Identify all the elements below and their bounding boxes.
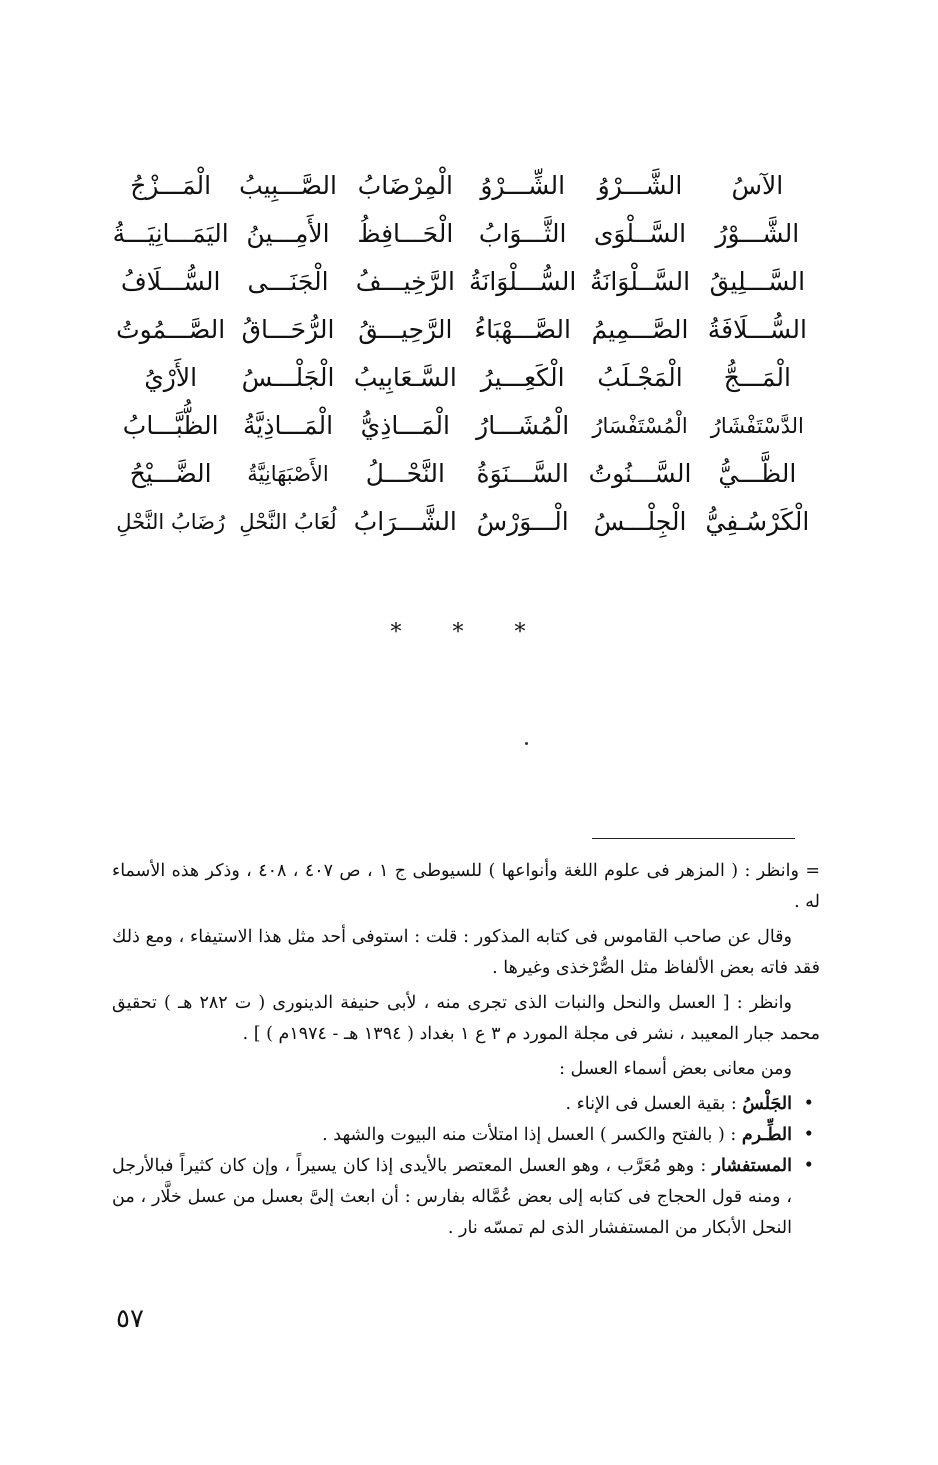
word-cell: الشَّـــوْرُ [715, 219, 800, 248]
word-cell: الشِّـــرْوُ [480, 171, 566, 200]
word-cell: الْحَـــافِظُ [357, 219, 454, 248]
word-cell: الْمِرْضَابُ [357, 171, 453, 200]
word-cell: اليَمَـــانِيَـــةُ [112, 219, 229, 248]
honey-names-grid [112, 162, 816, 546]
word-cell: السَّــلْوَانَةُ [590, 267, 691, 296]
word-cell: الأَمِـــينُ [246, 219, 330, 248]
definition-term: المستفشار [712, 1156, 792, 1176]
definition-term: الطِّـرم [741, 1125, 792, 1145]
word-cell: رُضَابُ النَّحْلِ [116, 510, 226, 534]
footnote-paragraph: = وانظر : ( المزهر فى علوم اللغة وأنواعها ) للسيوطى ج ١ ، ص ٤٠٧ ، ٤٠٨ ، وذكر هذه الأسماء له . [112, 861, 820, 912]
word-cell: الْمَـــزْجُ [130, 171, 212, 200]
footnote-paragraph: ومن معانى بعض أسماء العسل : [559, 1059, 792, 1079]
word-row [112, 450, 816, 498]
definition-text: : بقية العسل فى الإناء . [565, 1094, 743, 1114]
word-cell: الْكَعِـــيرُ [480, 363, 565, 392]
word-cell: النَّحْـــلُ [365, 459, 445, 488]
word-cell: الدَّسْتَفْشَارُ [710, 414, 804, 438]
definition-text: : ( بالفتح والكسر ) العسل إذا امتلأت منه البيوت والشهد . [322, 1125, 742, 1145]
word-cell: الأَرْيُ [144, 363, 198, 392]
word-row [112, 498, 816, 546]
word-cell: الشَّـــرَابُ [353, 507, 457, 536]
word-cell: الصَّـــمُوتُ [116, 315, 226, 344]
bullet-icon: • [803, 1094, 814, 1114]
page-number: ٥٧ [116, 1304, 144, 1334]
footnote-paragraph: وانظر : [ العسل والنحل والنبات الذى تجرى منه ، لأبى حنيفة الدينورى ( ت ٢٨٢ هـ ) تحقيق محمد جبار المعيبد ، نشر فى مجلة المورد م ٣ ع ١ بغداد ( ١٣٩٤ هـ - ١٩٧٤م ) ] . [112, 993, 820, 1044]
word-cell: السَّــلْوَى [593, 219, 687, 248]
word-cell: الآسُ [731, 171, 784, 200]
footnote-divider [592, 838, 795, 839]
word-cell: السَّـعَابِيبُ [353, 363, 457, 392]
word-cell: السُّـــلَافَةُ [707, 315, 807, 344]
word-cell: الْجِلْـــسُ [593, 507, 687, 536]
bullet-icon: • [803, 1156, 814, 1176]
word-cell: الْمُشَـــارُ [476, 411, 570, 440]
word-cell: الظُّبَّـــابُ [122, 411, 219, 440]
word-row [112, 162, 816, 210]
word-cell: السَّـــنُوتُ [588, 459, 692, 488]
word-row [112, 402, 816, 450]
word-cell: الأَصْبَهَانِيَّةُ [247, 462, 329, 486]
word-cell: السَّـــنَوَةُ [476, 459, 569, 488]
word-cell: الْجَلْـــسُ [241, 363, 335, 392]
word-row [112, 306, 816, 354]
word-cell: الْمَـــاذِيُّ [360, 411, 450, 440]
word-cell: الْمَجْـلَبُ [597, 363, 683, 392]
word-row [112, 210, 816, 258]
word-cell: الضَّـــيْحُ [129, 459, 212, 488]
word-cell: السُّـــلَافُ [120, 267, 221, 296]
footnote-paragraph: وقال عن صاحب القاموس فى كتابه المذكور : قلت : استوفى أحد مثل هذا الاستيفاء ، ومع ذلك فقد فاته بعض الألفاظ مثل الصُّرْخذى وغيرها . [112, 927, 820, 978]
word-row [112, 258, 816, 306]
word-cell: الْمُسْتَفْسَارُ [592, 414, 688, 438]
definition-item [112, 1089, 820, 1120]
word-cell: الصَّـــمِيمُ [591, 315, 689, 344]
word-cell: الْكَرْسُـفِيُّ [705, 507, 810, 536]
word-cell: السَّـــلِيقُ [709, 267, 806, 296]
word-cell: الرَّخِيـــفُ [355, 267, 455, 296]
word-cell: الثَّـــوَابُ [478, 219, 567, 248]
word-cell: الرَّحِيـــقُ [358, 315, 453, 344]
word-cell: الصَّـــهْبَاءُ [474, 315, 571, 344]
word-cell: الْمَـــاذِيَّةُ [242, 411, 334, 440]
definition-text: : وهو مُعَرَّب ، وهو العسل المعتصر بالأيدى إذا كان يسيراً ، وإن كان كثيراً فبالأرجل ، ومنه قول الحجاج فى كتابه إلى بعض عُمَّاله بفارس : أن ابعث إلىَّ بعسل من عسل خلَّار ، من النحل الأبكار من المستفشار الذى لم تمسّه نار . [112, 1156, 792, 1238]
section-separator: * * * [390, 620, 548, 645]
word-cell: الْـــوَرْسُ [476, 507, 569, 536]
definition-item [112, 1151, 820, 1244]
ink-dot [525, 742, 528, 745]
word-cell: الشَّـــرْوُ [597, 171, 683, 200]
word-cell: لُعَابُ النَّحْلِ [239, 510, 337, 534]
word-cell: الصَّـــبِيبُ [239, 171, 337, 200]
word-cell: الْمَـــجُّ [723, 363, 791, 392]
word-cell: الرُّحَـــاقُ [241, 315, 335, 344]
word-row [112, 354, 816, 402]
word-cell: الظَّـــيُّ [718, 459, 797, 488]
definition-term: الجَلْسُ [742, 1094, 792, 1114]
word-cell: السُّـــلْوَانَةُ [469, 267, 577, 296]
bullet-icon: • [803, 1125, 814, 1145]
word-cell: الْجَنَـــى [247, 267, 329, 296]
footnotes [112, 856, 820, 1244]
definition-item [112, 1120, 820, 1151]
